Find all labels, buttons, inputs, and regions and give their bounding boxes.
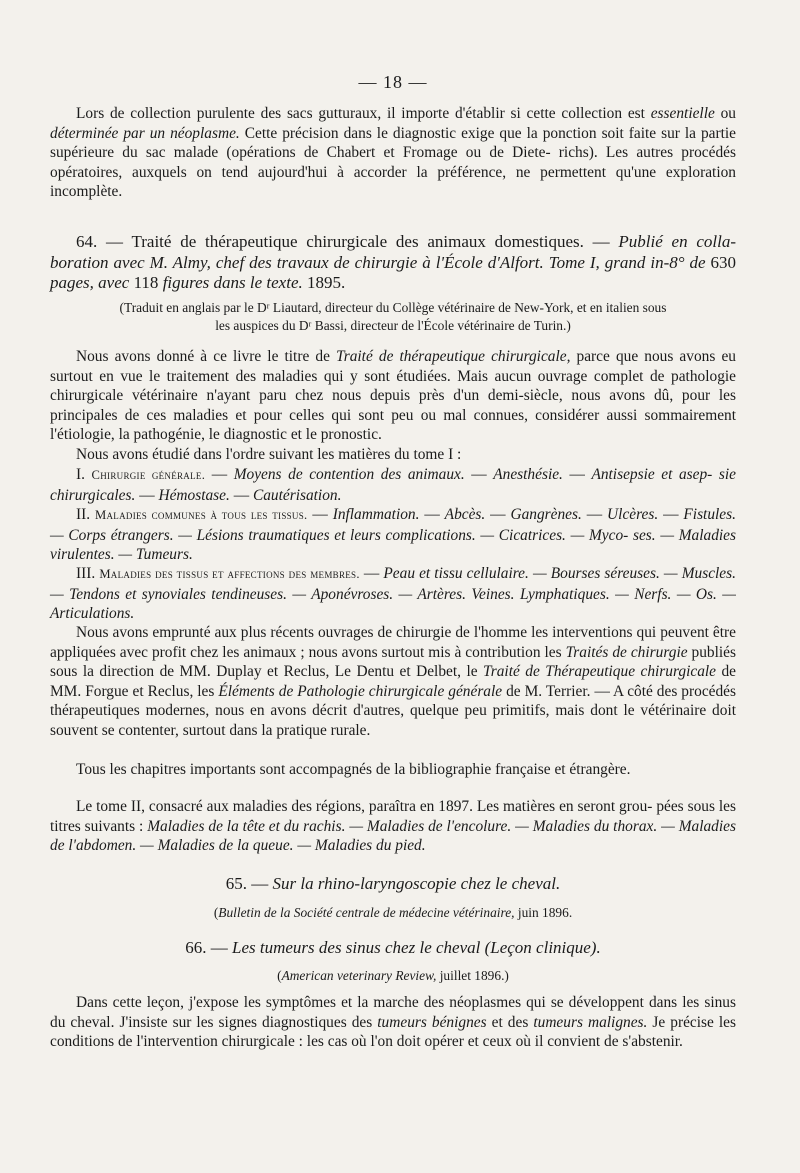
intro-paragraph: Lors de collection purulente des sacs gutturaux, il importe d'établir si cette collection est essentielle ou déterminée par un néoplasme. Cette précision dans le diagnostic exige que la ponction soit faite sur la partie supérieure du sac malade (opérations de Chabert et Fromage ou de Diete- richs). Les autres procédés opératoires, auxquels on tend aujourd'hui à accorder la préférence, ne permettent qu'une exploration incomplète.: [50, 105, 737, 201]
page-number: — 18 —: [358, 72, 428, 92]
tome-1-section-i: I. Chirurgie générale. — Moyens de contention des animaux. — Anesthésie. — Antisepsie et asep- sie chirurgicales. — Hémostase. — Cautérisation.: [50, 466, 736, 504]
entry-66-description: Dans cette leçon, j'expose les symptômes et la marche des néoplasmes qui se développent dans les sinus du cheval. J'insiste sur les signes diagnostiques des tumeurs bénignes et des tumeurs malignes. Je précise les conditions de l'intervention chirurgicale : les cas où l'on doit opérer et ceux où il convient de s'abstenir.: [50, 994, 736, 1051]
entry-64-translation-note: (Traduit en anglais par le Dʳ Liautard, directeur du Collège vétérinaire de New-York, et en italien sous les auspices du Dʳ Bassi, directeur de l'École vétérinaire de Turin.): [119, 300, 667, 333]
tome-1-section-ii: II. Maladies communes à tous les tissus. — Inflammation. — Abcès. — Gangrènes. — Ulcères. — Fistules. — Corps étrangers. — Lésions traumatiques et leurs complications. — Cicatrices. — Myco- ses. — Maladies virulentes. — Tumeurs.: [50, 506, 736, 564]
entry-66-source: (American veterinary Review, juillet 1896.): [277, 968, 509, 983]
tome-1-intro: Nous avons étudié dans l'ordre suivant les matières du tome I :: [76, 446, 462, 463]
entry-64-heading: 64. — Traité de thérapeutique chirurgicale des animaux domestiques. — Publié en colla- boration avec M. Almy, chef des travaux de chirurgie à l'École d'Alfort. Tome I, grand in-8° de 630 pages, avec 118 figures dans le texte. 1895.: [50, 232, 737, 292]
tome-1-section-iii: III. Maladies des tissus et affections des membres. — Peau et tissu cellulaire. — Bourses séreuses. — Muscles. — Tendons et synoviales tendineuses. — Aponévroses. — Artères. Veines. Lymphatiques. — Nerfs. — Os. —Articulations.: [50, 565, 736, 623]
entry-65-source: (Bulletin de la Société centrale de médecine vétérinaire, juin 1896.: [213, 905, 573, 920]
entry-64-description: Nous avons donné à ce livre le titre de Traité de thérapeutique chirurgicale, parce que nous avons eu surtout en vue le traitement des maladies qui y sont étudiées. Mais aucun ouvrage complet de pathologie chirurgicale vétérinaire n'ayant paru chez nous depuis près d'un demi-siècle, nous avons dû, pour les principales de ces maladies et pour celles qui sont peu ou mal connues, considérer aussi sommairement l'étiologie, la pathogénie, le diagnostic et le pronostic.: [50, 348, 737, 444]
sources-paragraph: Nous avons emprunté aux plus récents ouvrages de chirurgie de l'homme les interventions qui peuvent être appliquées avec profit chez les animaux ; nous avons surtout mis à contribution les Traités de chirurgie publiés sous la direction de MM. Duplay et Reclus, Le Dentu et Delbet, le Traité de Thérapeutique chirurgicale de MM. Forgue et Reclus, les Éléments de Pathologie chirurgicale générale de M. Terrier. — A côté des procédés thérapeutiques modernes, nous en avons décrit d'autres, quelque peu primitifs, mais dont le vétérinaire doit souvent se contenter, surtout dans la pratique rurale.: [50, 624, 736, 739]
bibliography-note: Tous les chapitres importants sont accompagnés de la bibliographie française et étrangère.: [76, 761, 631, 778]
tome-2-paragraph: Le tome II, consacré aux maladies des régions, paraîtra en 1897. Les matières en seront grou- pées sous les titres suivants : Maladies de la tête et du rachis. — Maladies de l'encolure. — Maladies du thorax. — Maladies de l'abdomen. — Maladies de la queue. — Maladies du pied.: [50, 798, 736, 855]
entry-65-heading: 65. — Sur la rhino-laryngoscopie chez le cheval.: [225, 874, 561, 893]
entry-66-heading: 66. — Les tumeurs des sinus chez le cheval (Leçon clinique).: [185, 938, 601, 957]
